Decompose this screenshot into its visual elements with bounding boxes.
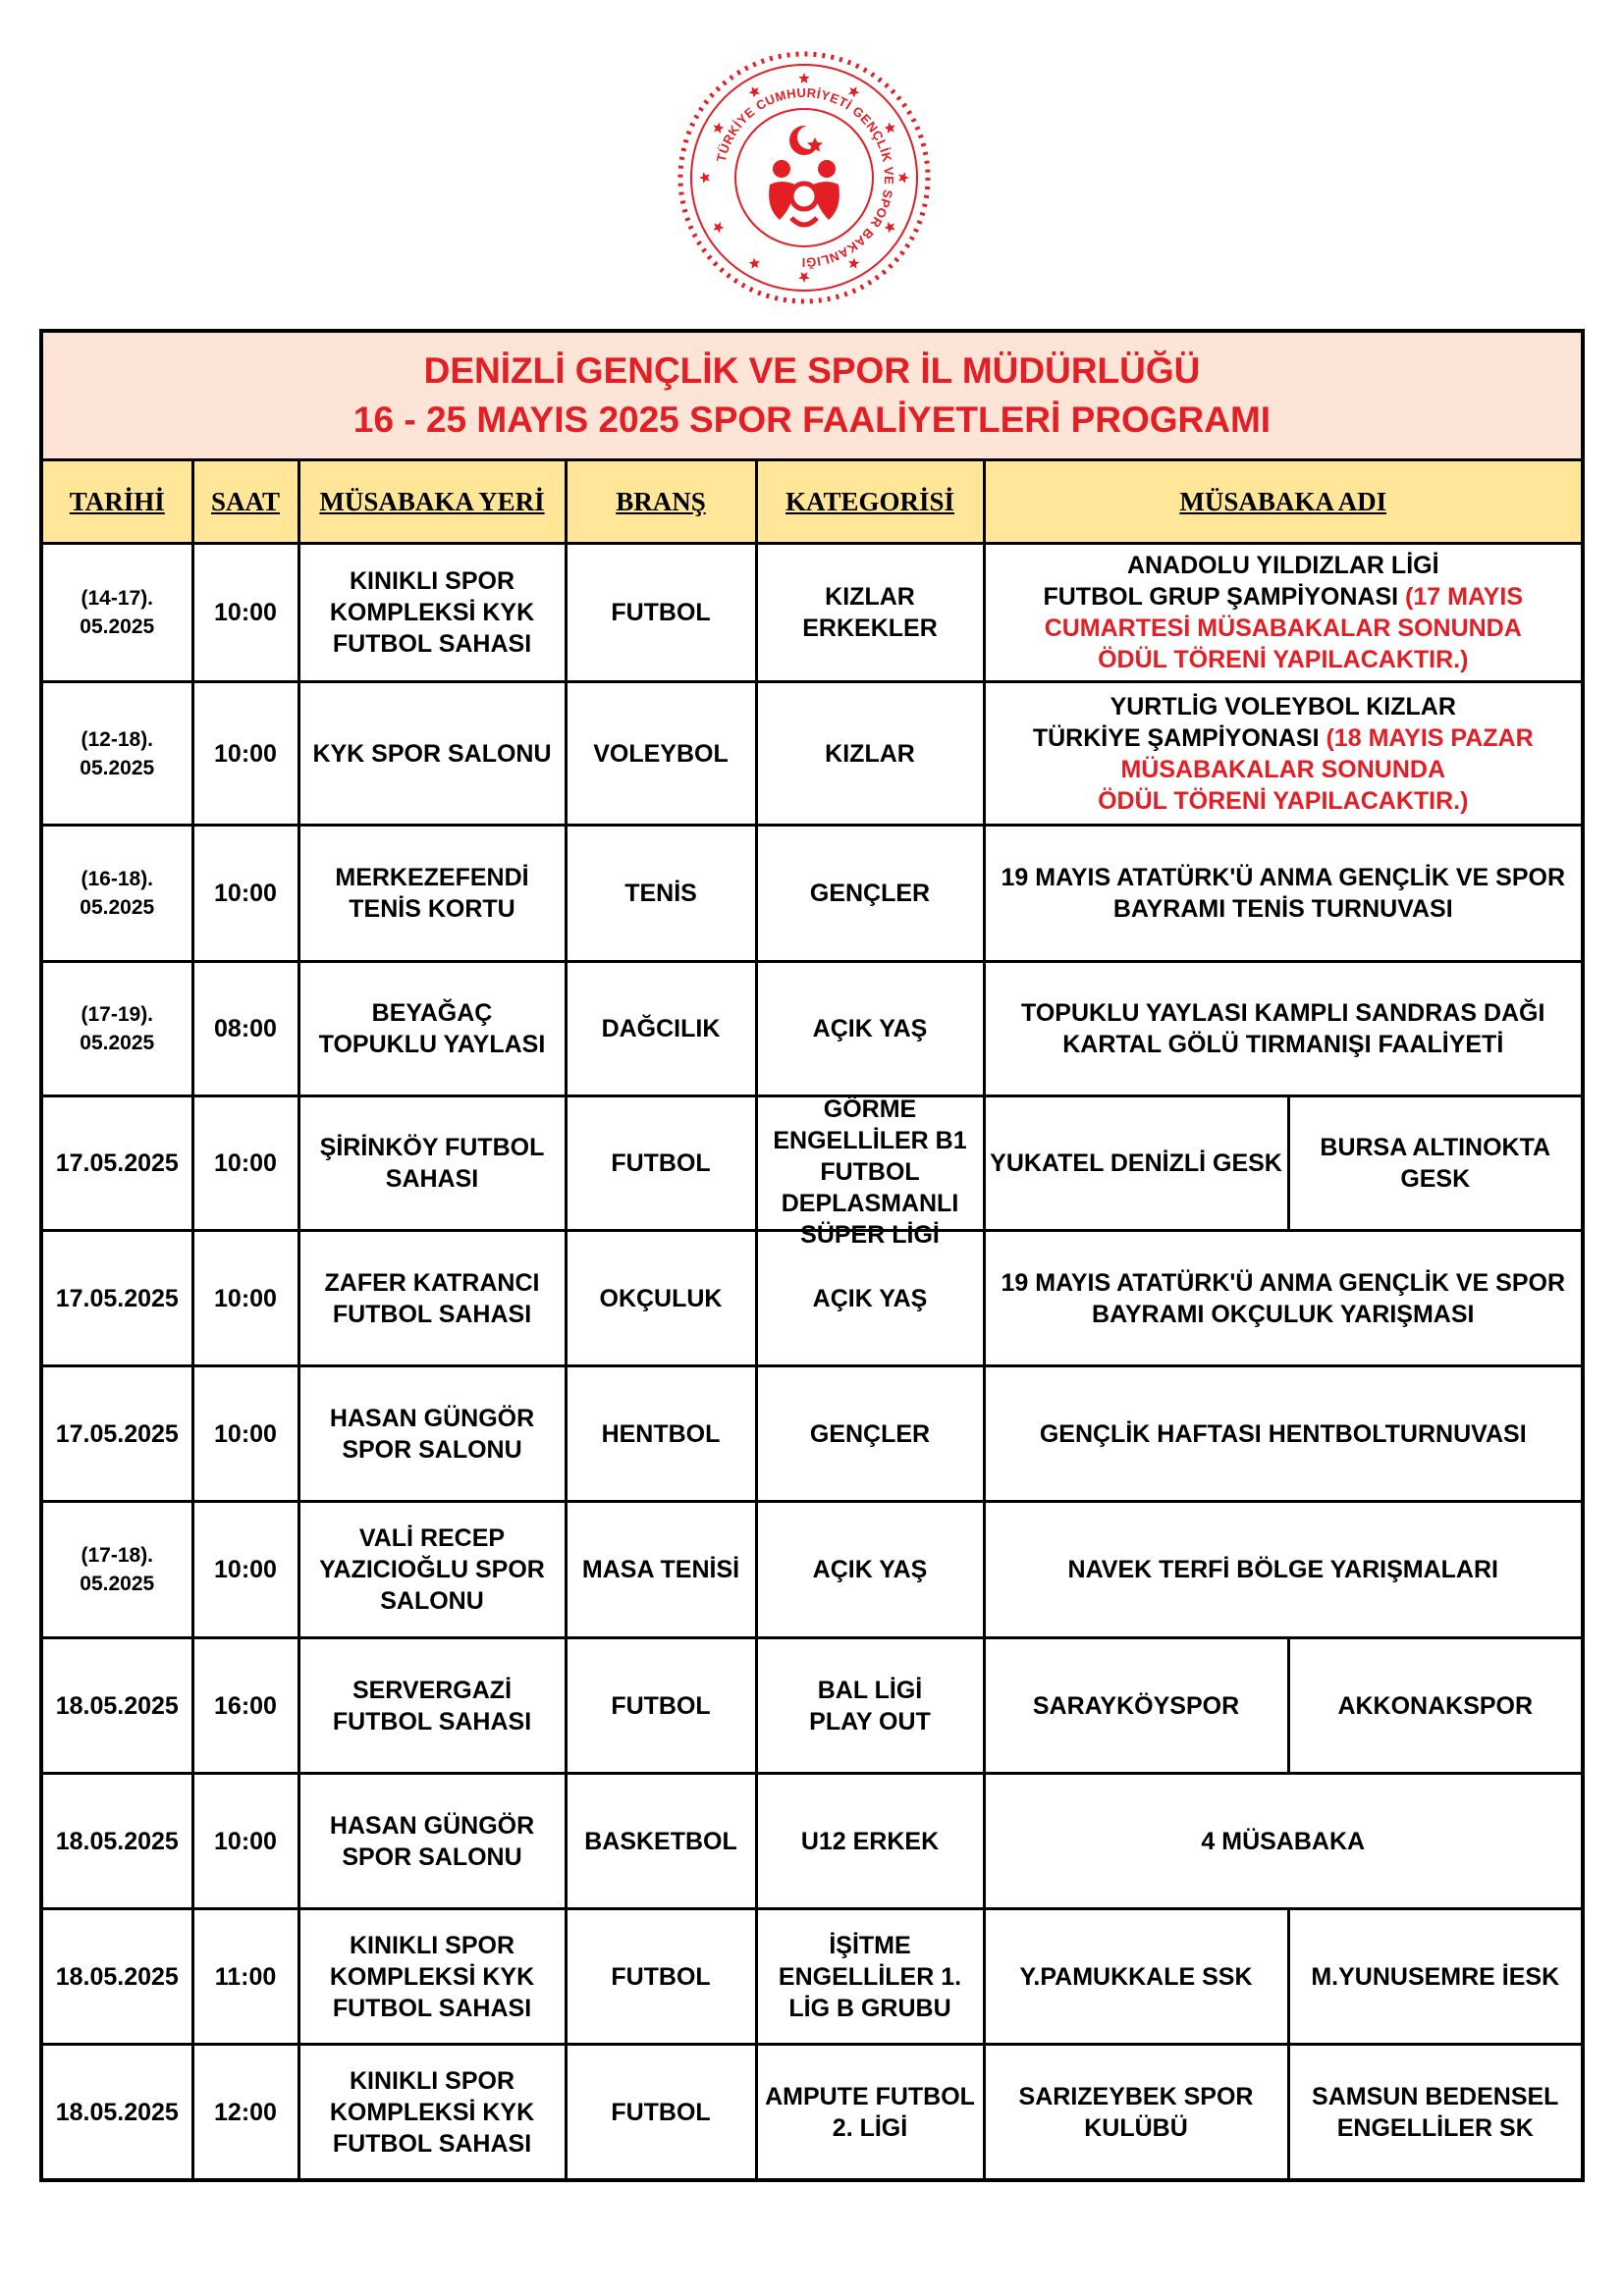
time-cell: 10:00	[192, 1096, 298, 1231]
award-ceremony-note: (18 MAYIS PAZAR MÜSABAKALAR SONUNDA ÖDÜL TÖRENİ YAPILACAKTIR.)	[1098, 723, 1534, 815]
category-cell: GENÇLER	[756, 1366, 984, 1502]
column-header-category: KATEGORİSİ	[756, 461, 984, 544]
column-header-date: TARİHİ	[43, 461, 192, 544]
logo-star-icon	[885, 222, 895, 233]
branch-cell: MASA TENİSİ	[566, 1502, 756, 1638]
branch-cell: FUTBOL	[566, 544, 756, 682]
date-cell: 18.05.2025	[43, 2045, 192, 2179]
venue-cell: KYK SPOR SALONU	[298, 682, 566, 826]
category-text: GÖRME ENGELLİLER B1 FUTBOL DEPLASMANLI SÜPER LİGİ	[773, 1095, 967, 1249]
time-cell: 08:00	[192, 962, 298, 1096]
event-cell	[984, 1774, 1581, 1909]
event-name: NAVEK TERFİ BÖLGE YARIŞMALARI	[1067, 1556, 1498, 1583]
table-header-row	[43, 461, 1581, 544]
event-cell	[984, 1231, 1581, 1366]
time-cell: 10:00	[192, 682, 298, 826]
branch-cell: DAĞCILIK	[566, 962, 756, 1096]
time-cell: 10:00	[192, 826, 298, 962]
venue-cell: ŞİRİNKÖY FUTBOL SAHASI	[298, 1096, 566, 1231]
category-cell: KIZLAR ERKEKLER	[756, 544, 984, 682]
venue-cell: KINIKLI SPOR KOMPLEKSİ KYK FUTBOL SAHASI	[298, 1909, 566, 2045]
category-cell: AMPUTE FUTBOL 2. LİGİ	[756, 2045, 984, 2179]
event-cell	[984, 962, 1581, 1096]
table-row	[43, 1502, 1581, 1638]
time-cell: 12:00	[192, 2045, 298, 2179]
venue-cell: MERKEZEFENDİ TENİS KORTU	[298, 826, 566, 962]
date-cell: 17.05.2025	[43, 1366, 192, 1502]
category-cell: KIZLAR	[756, 682, 984, 826]
away-team-cell: AKKONAKSPOR	[1288, 1638, 1581, 1774]
logo-star-icon	[898, 172, 909, 183]
venue-cell: BEYAĞAÇ TOPUKLU YAYLASI	[298, 962, 566, 1096]
logo-star-icon	[699, 172, 710, 183]
branch-cell: FUTBOL	[566, 1096, 756, 1231]
category-cell: BAL LİGİ PLAY OUT	[756, 1638, 984, 1774]
event-cell	[984, 1502, 1581, 1638]
time-cell: 10:00	[192, 544, 298, 682]
column-header-branch: BRANŞ	[566, 461, 756, 544]
event-cell	[984, 826, 1581, 962]
branch-cell: FUTBOL	[566, 1638, 756, 1774]
category-cell: AÇIK YAŞ	[756, 962, 984, 1096]
event-name: 19 MAYIS ATATÜRK'Ü ANMA GENÇLİK VE SPOR BAYRAMI TENİS TURNUVASI	[1001, 864, 1565, 923]
date-cell: 18.05.2025	[43, 1638, 192, 1774]
column-header-time: SAAT	[192, 461, 298, 544]
category-cell: İŞİTME ENGELLİLER 1. LİG B GRUBU	[756, 1909, 984, 2045]
venue-cell: HASAN GÜNGÖR SPOR SALONU	[298, 1366, 566, 1502]
branch-cell: BASKETBOL	[566, 1774, 756, 1909]
table-row	[43, 962, 1581, 1096]
table-row	[43, 1231, 1581, 1366]
branch-cell: OKÇULUK	[566, 1231, 756, 1366]
date-cell: 18.05.2025	[43, 1909, 192, 2045]
event-name: GENÇLİK HAFTASI HENTBOLTURNUVASI	[1039, 1419, 1527, 1448]
award-ceremony-note: (17 MAYIS CUMARTESİ MÜSABAKALAR SONUNDA ÖDÜL TÖRENİ YAPILACAKTIR.)	[1044, 583, 1524, 673]
directorate-title: DENİZLİ GENÇLİK VE SPOR İL MÜDÜRLÜĞÜ	[423, 350, 1201, 391]
away-team-cell: M.YUNUSEMRE İESK	[1288, 1909, 1581, 2045]
logo-star-icon	[713, 123, 724, 133]
home-team-cell: SARAYKÖYSPOR	[984, 1638, 1288, 1774]
branch-cell: VOLEYBOL	[566, 682, 756, 826]
event-cell	[984, 544, 1581, 682]
date-cell: (17-18). 05.2025	[43, 1502, 192, 1638]
date-cell: (12-18). 05.2025	[43, 682, 192, 826]
venue-cell: ZAFER KATRANCI FUTBOL SAHASI	[298, 1231, 566, 1366]
logo-star-icon	[749, 258, 760, 269]
time-cell: 10:00	[192, 1774, 298, 1909]
venue-cell: KINIKLI SPOR KOMPLEKSİ KYK FUTBOL SAHASI	[298, 544, 566, 682]
table-row	[43, 2045, 1581, 2179]
program-table	[43, 461, 1581, 2178]
table-row	[43, 1366, 1581, 1502]
svg-text:TÜRKİYE CUMHURİYETİ GENÇLİK VE	[714, 85, 896, 270]
venue-cell: HASAN GÜNGÖR SPOR SALONU	[298, 1774, 566, 1909]
logo-star-icon	[885, 123, 895, 133]
time-cell: 11:00	[192, 1909, 298, 2045]
category-cell: AÇIK YAŞ	[756, 1502, 984, 1638]
logo-star-icon	[848, 258, 859, 269]
date-cell: (16-18). 05.2025	[43, 826, 192, 962]
venue-cell: KINIKLI SPOR KOMPLEKSİ KYK FUTBOL SAHASI	[298, 2045, 566, 2179]
date-cell: 17.05.2025	[43, 1231, 192, 1366]
logo-star-icon	[798, 73, 809, 83]
category-cell: U12 ERKEK	[756, 1774, 984, 1909]
logo-star-icon	[848, 86, 859, 97]
event-cell	[984, 682, 1581, 826]
event-name: 4 MÜSABAKA	[1201, 1827, 1366, 1855]
table-row	[43, 1096, 1581, 1231]
event-name: YURTLİG VOLEYBOL KIZLAR TÜRKİYE ŞAMPİYONASI	[1032, 692, 1456, 752]
program-sheet	[39, 329, 1585, 2182]
away-team-cell: BURSA ALTINOKTA GESK	[1288, 1096, 1581, 1231]
event-cell	[984, 1366, 1581, 1502]
event-name: ANADOLU YILDIZLAR LİGİ FUTBOL GRUP ŞAMPİYONASI	[1043, 552, 1439, 611]
table-row	[43, 1909, 1581, 2045]
category-cell: AÇIK YAŞ	[756, 1231, 984, 1366]
home-team-cell: SARIZEYBEK SPOR KULÜBÜ	[984, 2045, 1288, 2179]
column-header-event: MÜSABAKA ADI	[984, 461, 1581, 544]
table-row	[43, 826, 1581, 962]
logo-ring-text: TÜRKİYE CUMHURİYETİ GENÇLİK VE SPOR BAKANLIĞI	[713, 84, 897, 271]
column-header-venue: MÜSABAKA YERİ	[298, 461, 566, 544]
date-cell: (14-17). 05.2025	[43, 544, 192, 682]
branch-cell: HENTBOL	[566, 1366, 756, 1502]
venue-cell: SERVERGAZİ FUTBOL SAHASI	[298, 1638, 566, 1774]
logo-star-icon	[798, 272, 809, 283]
home-team-cell: Y.PAMUKKALE SSK	[984, 1909, 1288, 2045]
logo-star-icon	[749, 86, 760, 97]
venue-cell: VALİ RECEP YAZICIOĞLU SPOR SALONU	[298, 1502, 566, 1638]
table-row	[43, 544, 1581, 682]
branch-cell: TENİS	[566, 826, 756, 962]
program-title: 16 - 25 MAYIS 2025 SPOR FAALİYETLERİ PROGRAMI	[352, 400, 1272, 440]
logo-star-icon	[713, 222, 724, 233]
branch-cell: FUTBOL	[566, 2045, 756, 2179]
event-name: 19 MAYIS ATATÜRK'Ü ANMA GENÇLİK VE SPOR BAYRAMI OKÇULUK YARIŞMASI	[1001, 1268, 1565, 1328]
category-cell: GENÇLER	[756, 826, 984, 962]
home-team-cell: YUKATEL DENİZLİ GESK	[984, 1096, 1288, 1231]
ministry-logo	[676, 49, 933, 306]
program-header	[43, 333, 1581, 461]
date-cell: 17.05.2025	[43, 1096, 192, 1231]
away-team-cell: SAMSUN BEDENSEL ENGELLİLER SK	[1288, 2045, 1581, 2179]
time-cell: 10:00	[192, 1231, 298, 1366]
table-row	[43, 682, 1581, 826]
date-cell: (17-19). 05.2025	[43, 962, 192, 1096]
category-cell	[756, 1095, 984, 1249]
date-cell: 18.05.2025	[43, 1774, 192, 1909]
branch-cell: FUTBOL	[566, 1909, 756, 2045]
time-cell: 10:00	[192, 1366, 298, 1502]
table-row	[43, 1774, 1581, 1909]
table-row	[43, 1638, 1581, 1774]
time-cell: 16:00	[192, 1638, 298, 1774]
time-cell: 10:00	[192, 1502, 298, 1638]
event-name: TOPUKLU YAYLASI KAMPLI SANDRAS DAĞI KARTAL GÖLÜ TIRMANIŞI FAALİYETİ	[1021, 999, 1545, 1058]
